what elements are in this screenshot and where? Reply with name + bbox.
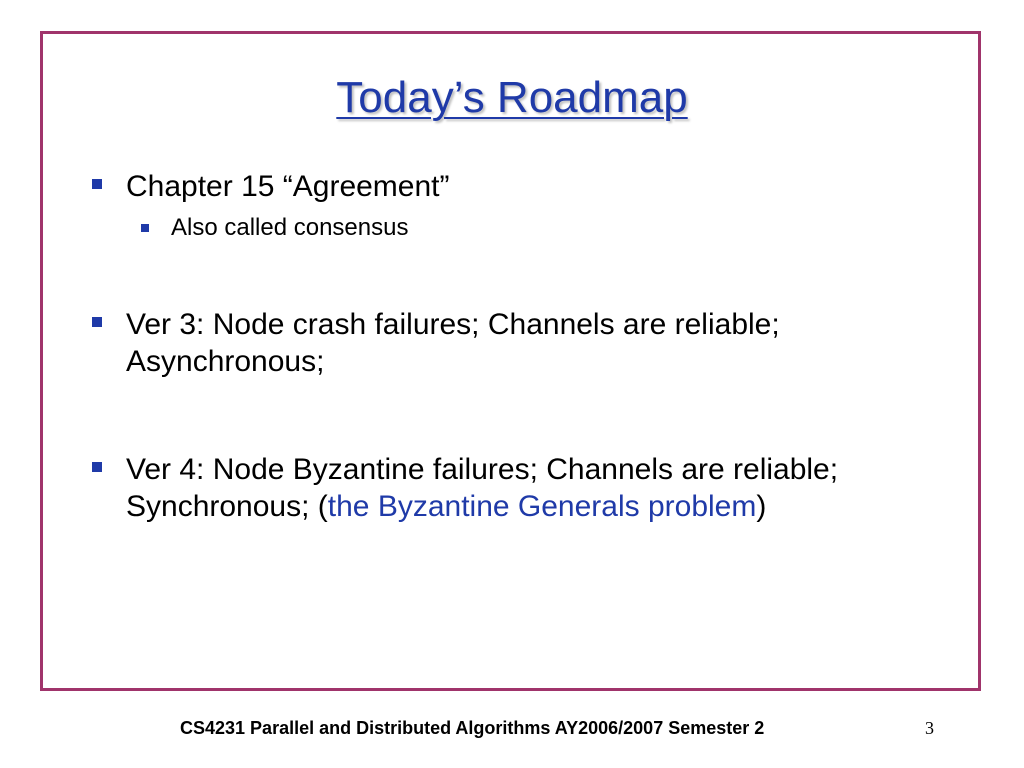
square-bullet-icon: [92, 179, 102, 189]
bullet-text-suffix: ): [756, 490, 767, 523]
sub-bullet-item-consensus: [141, 213, 408, 243]
bullet-text-block: [126, 451, 838, 525]
sub-bullet-text: Also called consensus: [171, 214, 409, 241]
bullet-item-ver3: [92, 306, 780, 380]
square-bullet-icon: [92, 462, 102, 472]
page-number: 3: [925, 718, 934, 738]
byzantine-generals-link[interactable]: the Byzantine Generals problem: [327, 490, 757, 523]
bullet-item-ver4: [92, 451, 838, 525]
bullet-text-line: Ver 3: Node crash failures; Channels are reliable;: [126, 308, 780, 341]
slide-title: Today’s Roadmap: [336, 73, 688, 122]
bullet-text-line: Asynchronous;: [126, 345, 325, 378]
slide-footer: [0, 716, 1024, 744]
bullet-text-prefix: Synchronous; (: [126, 490, 328, 523]
bullet-item-chapter: [92, 168, 450, 205]
footer-course-title: CS4231 Parallel and Distributed Algorithms AY2006/2007 Semester 2: [180, 718, 765, 738]
bullet-text-block: [126, 306, 780, 380]
square-bullet-icon: [92, 317, 102, 327]
bullet-text-line: Ver 4: Node Byzantine failures; Channels are reliable;: [126, 453, 839, 486]
square-bullet-icon: [141, 224, 149, 232]
bullet-text: Chapter 15 “Agreement”: [126, 170, 450, 203]
bullet-text-line: [126, 488, 838, 525]
